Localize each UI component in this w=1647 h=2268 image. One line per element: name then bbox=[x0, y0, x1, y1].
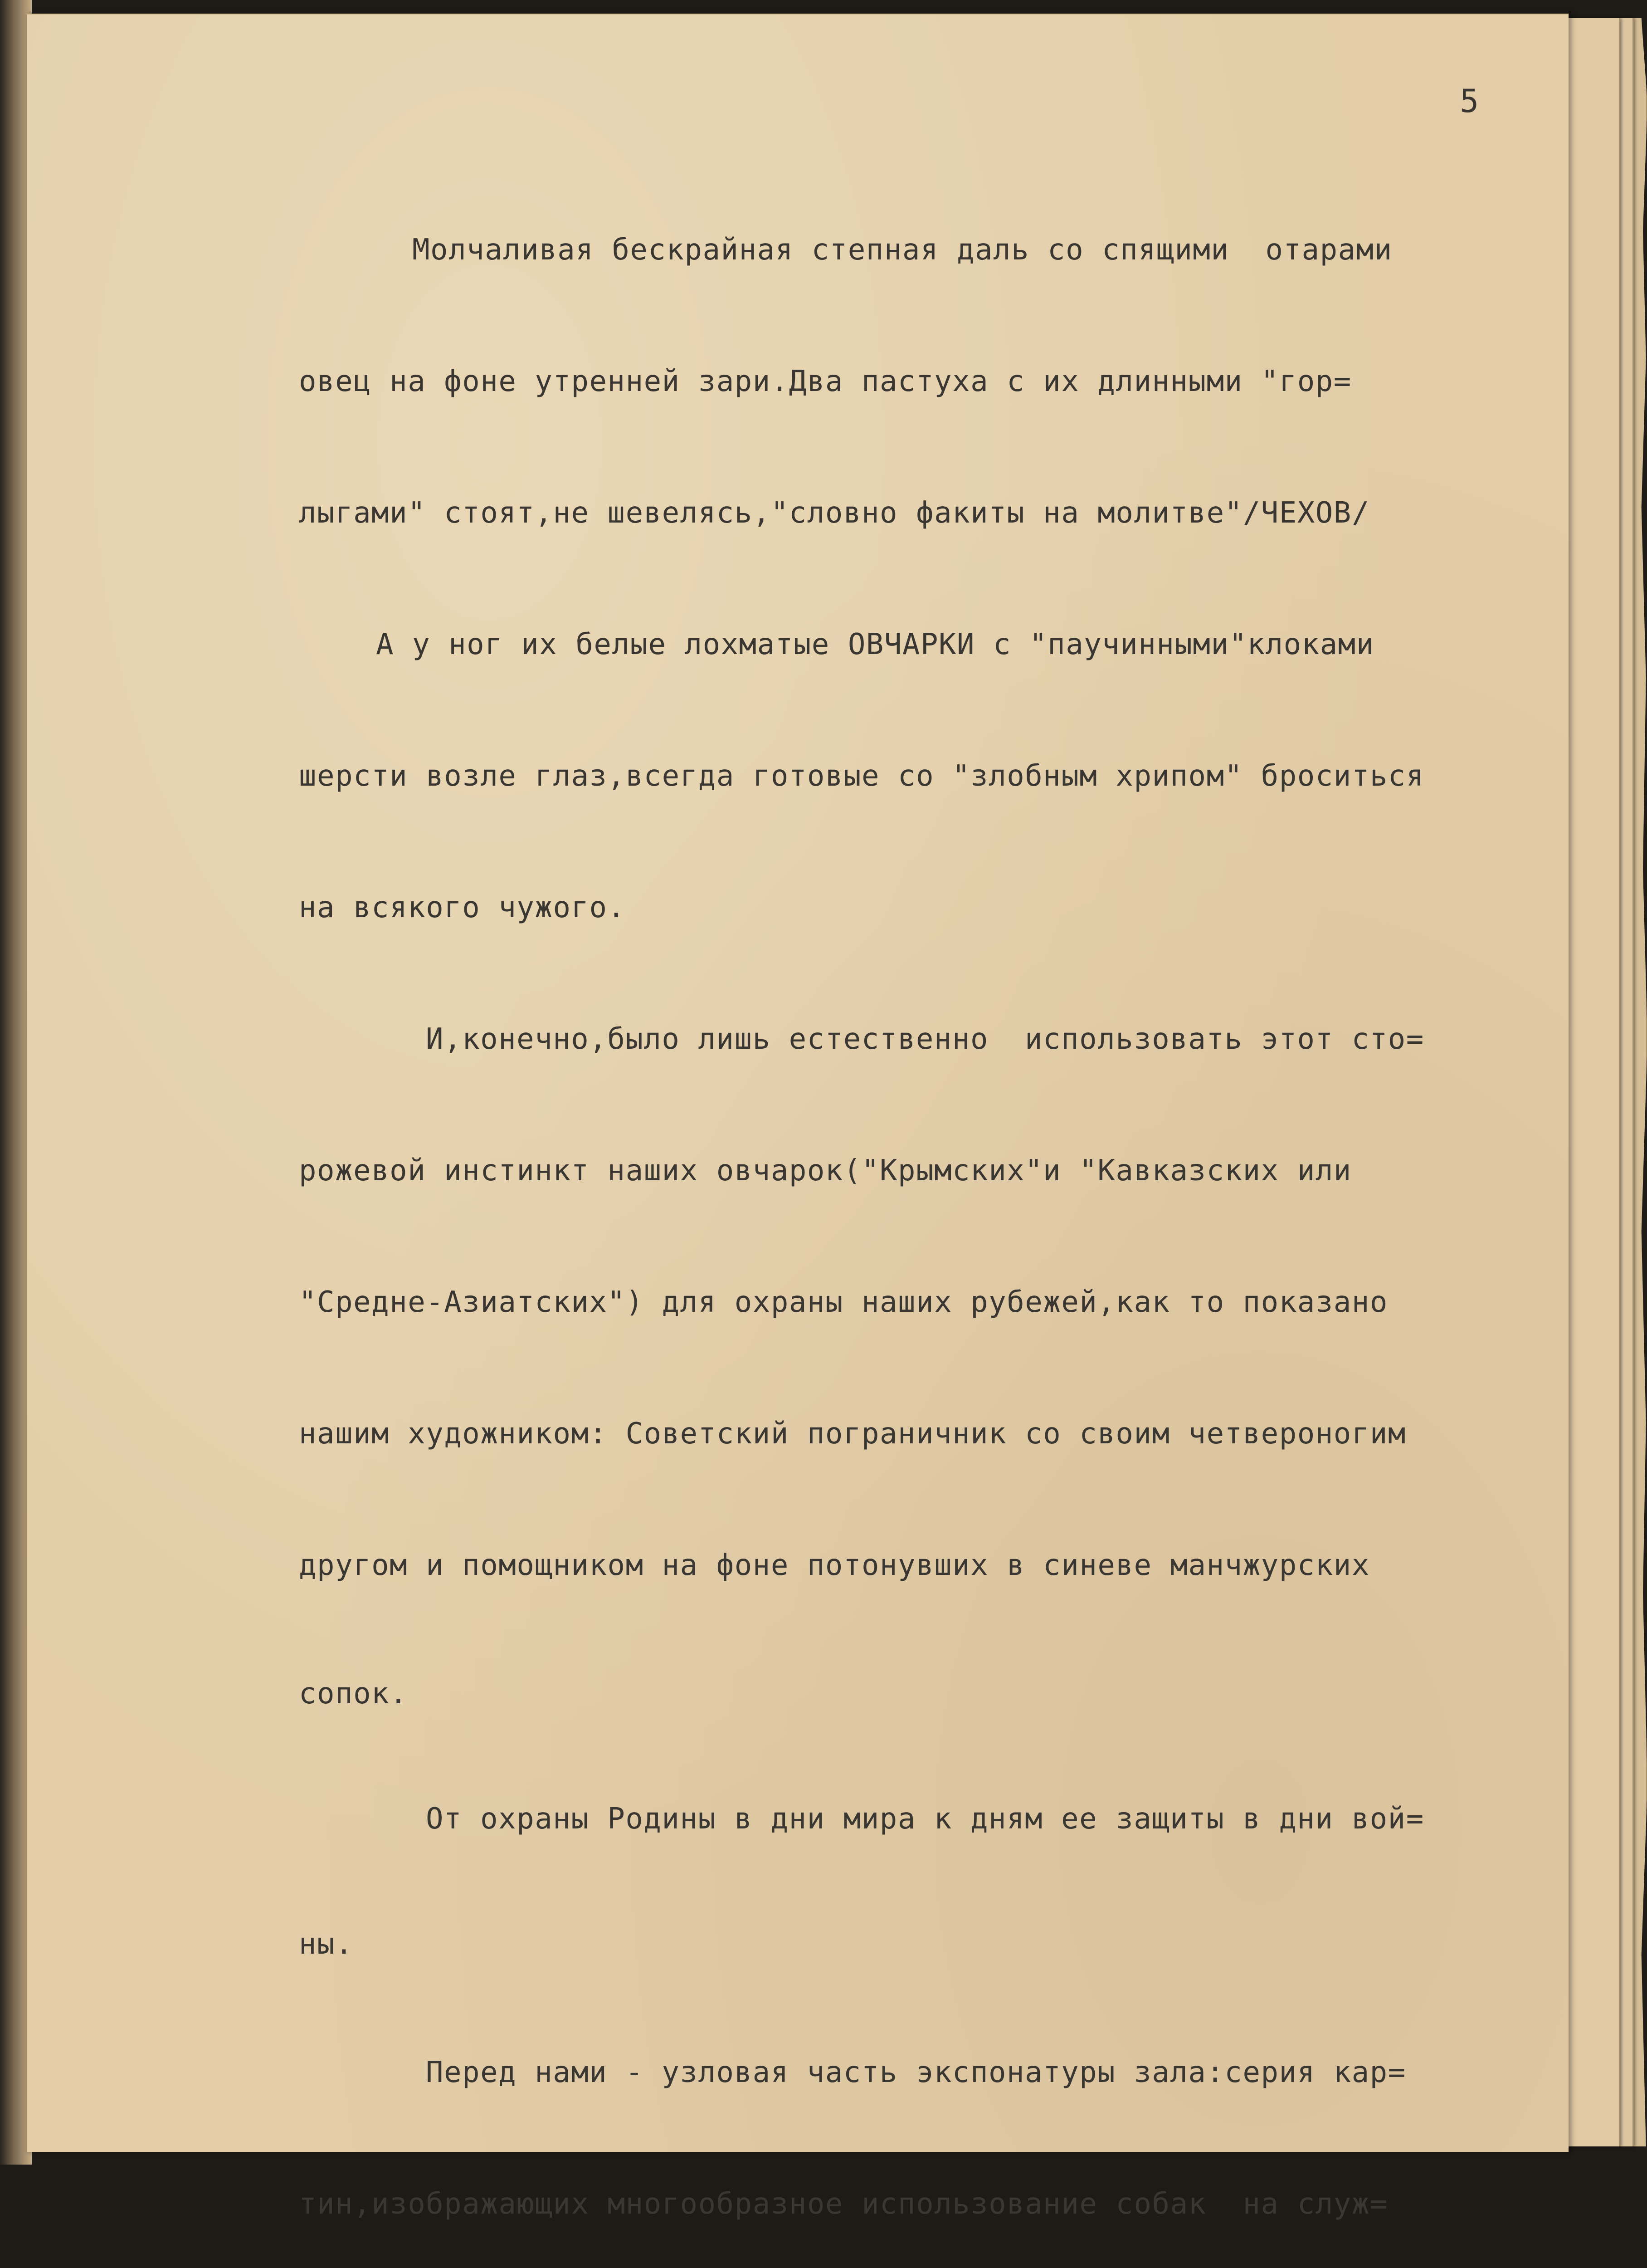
typewritten-text bbox=[299, 151, 1591, 2268]
text-line: тин,изображающих многообразное использование собак на служ= bbox=[299, 2187, 1388, 2221]
page-number: 5 bbox=[1460, 83, 1479, 120]
text-line: лыгами" стоят,не шевелясь,"словно факиты на молитве"/ЧЕХОВ/ bbox=[299, 496, 1370, 530]
text-line: нашим художником: Советский пограничник со своим четвероногим bbox=[299, 1417, 1406, 1451]
text-line: ны. bbox=[299, 1927, 354, 1961]
text-line: Молчаливая бескрайная степная даль со спящими отарами bbox=[412, 233, 1393, 267]
text-line: А у ног их белые лохматые ОВЧАРКИ с "паучинными"клоками bbox=[376, 628, 1374, 661]
text-line: другом и помощником на фоне потонувших в синеве манчжурских bbox=[299, 1549, 1370, 1582]
text-line: сопок. bbox=[299, 1677, 408, 1711]
text-line: на всякого чужого. bbox=[299, 891, 626, 924]
document-page bbox=[25, 14, 1569, 2221]
text-line: "Средне-Азиатских") для охраны наших рубежей,как то показано bbox=[299, 1286, 1388, 1319]
text-line: И,конечно,было лишь естественно использовать этот сто= bbox=[426, 1022, 1424, 1056]
text-line: рожевой инстинкт наших овчарок("Крымских"и "Кавказских или bbox=[299, 1154, 1352, 1188]
text-line: шерсти возле глаз,всегда готовые со "злобным хрипом" броситься bbox=[299, 759, 1424, 793]
text-line: От охраны Родины в дни мира к дням ее защиты в дни вой= bbox=[426, 1802, 1424, 1836]
text-line: Перед нами - узловая часть экспонатуры зала:серия кар= bbox=[426, 2056, 1406, 2089]
text-line: овец на фоне утренней зари.Два пастуха с их длинными "гор= bbox=[299, 365, 1352, 398]
